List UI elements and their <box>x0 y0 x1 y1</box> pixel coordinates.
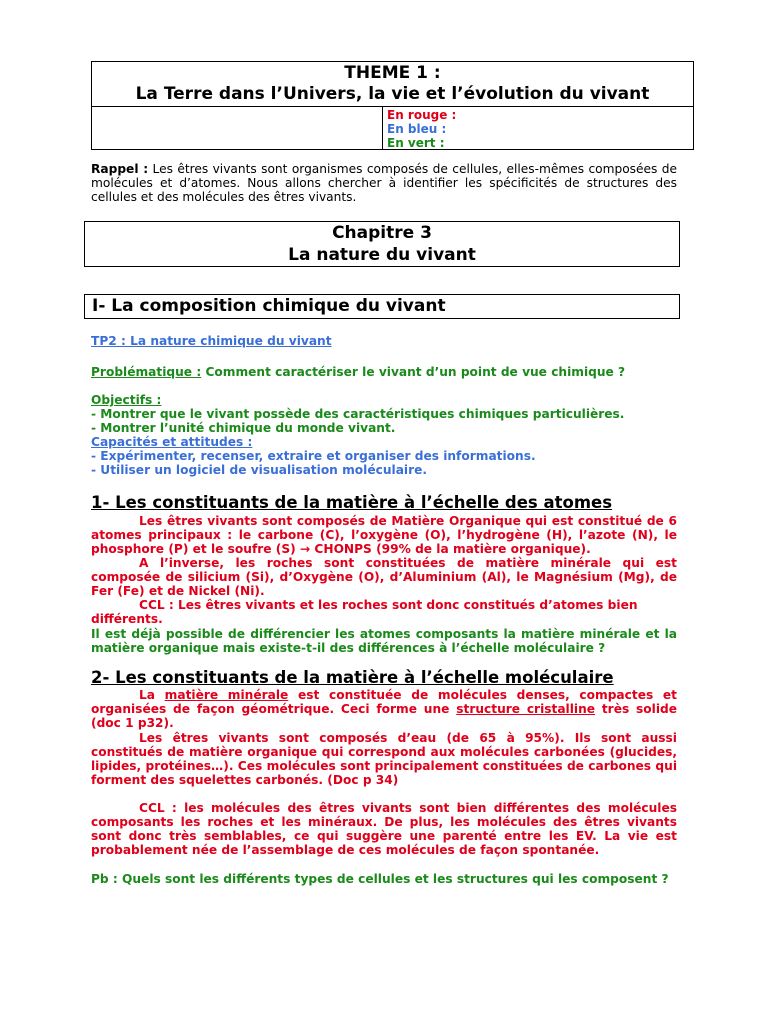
objectif-item: - Montrer l’unité chimique du monde vivant. <box>91 421 396 435</box>
chapter-number: Chapitre 3 <box>332 223 432 243</box>
part2-p1-a: La <box>139 688 155 702</box>
structure-cristalline-term: structure cristalline <box>456 702 596 716</box>
part2-p1-c: très solide (doc 1 p32). <box>91 702 678 730</box>
section-title-box: I- La composition chimique du vivant <box>84 294 680 319</box>
color-legend <box>387 108 456 150</box>
legend-red: En rouge : <box>387 108 457 122</box>
theme-header <box>92 62 693 107</box>
part1-question: Il est déjà possible de différencier les atomes composants la matière minérale et la matière organique mais existe-t-il des différences à l’échelle moléculaire ? <box>91 627 677 655</box>
legend-green: En vert : <box>387 136 445 150</box>
part1-p1-before: Les êtres vivants sont composés de Matière Organique qui est constitué de 6 atomes principaux : le carbone (C), l’oxygène (O), l’hydrogène (H), l’azote (N), le phosphore (P) et le soufre (S) <box>91 514 677 556</box>
part2-problem: Pb : Quels sont les différents types de cellules et les structures qui les composent ? <box>91 872 669 886</box>
part1-heading: 1- Les constituants de la matière à l’échelle des atomes <box>91 493 613 512</box>
objectif-item: - Montrer que le vivant possède des caractéristiques chimiques particulières. <box>91 407 625 421</box>
part2-heading: 2- Les constituants de la matière à l’échelle moléculaire <box>91 668 614 687</box>
rappel-paragraph <box>91 162 677 204</box>
theme-title: THEME 1 : <box>344 63 441 83</box>
part2-paragraph-1 <box>91 688 677 730</box>
objectifs-label: Objectifs : <box>91 393 162 407</box>
capacite-item: - Expérimenter, recenser, extraire et organiser des informations. <box>91 449 536 463</box>
chapter-title: La nature du vivant <box>288 245 476 265</box>
theme-subtitle: La Terre dans l’Univers, la vie et l’évolution du vivant <box>135 84 650 104</box>
part1-paragraph-1 <box>91 514 677 556</box>
objectifs-block <box>91 393 677 435</box>
part1-paragraph-2: A l’inverse, les roches sont constituées de matière minérale qui est composée de silicium (Si), d’Oxygène (O), d’Aluminium (Al), le Magnésium (Mg), de Fer (Fe) et de Nickel (Ni). <box>91 556 677 598</box>
rappel-label: Rappel : <box>91 162 149 176</box>
rappel-text: Les êtres vivants sont organismes composés de cellules, elles-mêmes composées de molécules et d’atomes. Nous allons chercher à identifier les spécificités de structures des cellules et des molécules des êtres vivants. <box>91 162 677 204</box>
problematique-label: Problématique : <box>91 365 202 379</box>
part2-p1-b: est constituée de molécules denses, compactes et organisées de façon géométrique. Ceci forme une <box>91 688 677 716</box>
matiere-minerale-term: matière minérale <box>164 688 289 702</box>
problematique <box>91 365 677 379</box>
tp-link[interactable]: TP2 : La nature chimique du vivant <box>91 334 332 348</box>
chapter-box <box>84 221 680 267</box>
right-arrow-icon: → <box>299 542 311 556</box>
legend-blue: En bleu : <box>387 122 447 136</box>
part2-paragraph-2: Les êtres vivants sont composés d’eau (de 65 à 95%). Ils sont aussi constitués de matière organique qui correspond aux molécules carbonées (glucides, lipides, protéines…). Ces molécules sont principalement constituées de carbones qui forment des squelettes carbonés. (Doc p 34) <box>91 731 677 787</box>
part1-p1-after: CHONPS (99% de la matière organique). <box>314 542 591 556</box>
legend-divider <box>382 107 383 149</box>
part1-ccl: CCL : Les êtres vivants et les roches sont donc constitués d’atomes bien différents. <box>91 598 638 626</box>
capacite-item: - Utiliser un logiciel de visualisation moléculaire. <box>91 463 428 477</box>
theme-box <box>91 61 694 150</box>
part2-ccl: CCL : les molécules des êtres vivants sont bien différentes des molécules composants les roches et les minéraux. De plus, les molécules des êtres vivants sont donc très semblables, ce qui suggère une parenté entre les EV. La vie est probablement née de l’assemblage de ces molécules de façon spontanée. <box>91 801 677 857</box>
theme-legend-row <box>92 107 693 149</box>
capacites-label: Capacités et attitudes : <box>91 435 253 449</box>
problematique-text: Comment caractériser le vivant d’un point de vue chimique ? <box>205 365 626 379</box>
capacites-block <box>91 435 677 477</box>
